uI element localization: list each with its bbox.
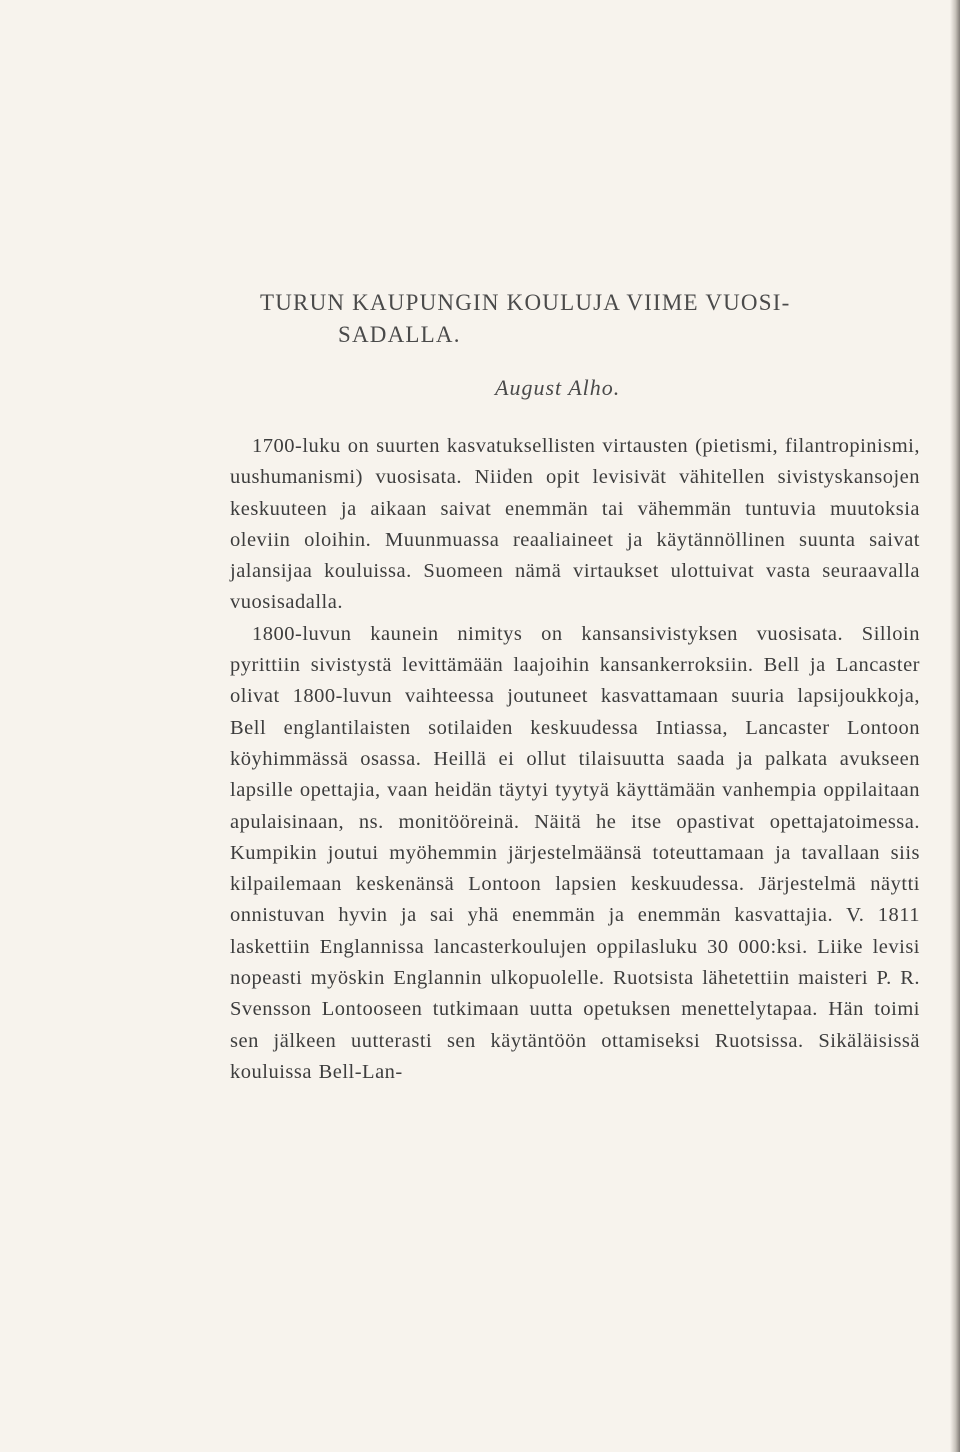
title-line-1: TURUN KAUPUNGIN KOULUJA VIIME VUOSI- (260, 290, 791, 315)
article-body (230, 431, 920, 1088)
page-edge-shadow (950, 0, 960, 1452)
title-line-2: SADALLA. (338, 322, 461, 347)
article-title (230, 287, 920, 351)
author-name: August Alho. (495, 375, 621, 400)
paragraph-1: 1700-luku on suurten kasvatuksellisten virtausten (pietismi, filantropinismi, uushumanismi) vuosisata. Niiden opit levisivät vähitellen sivistyskansojen keskuuteen ja aikaan saivat enemmän tai vähemmän tuntuvia muutoksia oleviin oloihin. Muunmuassa reaaliaineet ja käytännöllinen suunta saivat jalansijaa kouluissa. Suomeen nämä virtaukset ulottuivat vasta seuraavalla vuosisadalla. (230, 435, 920, 614)
paragraph-2: 1800-luvun kaunein nimitys on kansansivistyksen vuosisata. Silloin pyrittiin sivistystä levittämään laajoihin kansankerroksiin. Bell ja Lancaster olivat 1800-luvun vaihteessa joutuneet kasvattamaan suuria lapsijoukkoja, Bell englantilaisten sotilaiden keskuudessa Intiassa, Lancaster Lontoon köyhimmässä osassa. Heillä ei ollut tilaisuutta saada ja palkata avukseen lapsille opettajia, vaan heidän täytyi tyytyä käyttämään vanhempia oppilaitaan apulaisinaan, ns. monitööreinä. Näitä he itse opastivat opettajatoimessa. Kumpikin joutui myöhemmin järjestelmäänsä toteuttamaan ja tavallaan siis kilpailemaan keskenänsä Lontoon lapsien keskuudessa. Järjestelmä näytti onnistuvan hyvin ja sai yhä enemmän ja enemmän kasvattajia. V. 1811 laskettiin Englannissa lancasterkoulujen oppilasluku 30 000:ksi. Liike levisi nopeasti myöskin Englannin ulkopuolelle. Ruotsista lähetettiin maisteri P. R. Svensson Lontooseen tutkimaan uutta opetuksen menettelytapaa. Hän toimi sen jälkeen uutterasti sen käytäntöön ottamiseksi Ruotsissa. Sikäläisissä kouluissa Bell-Lan- (230, 622, 920, 1083)
